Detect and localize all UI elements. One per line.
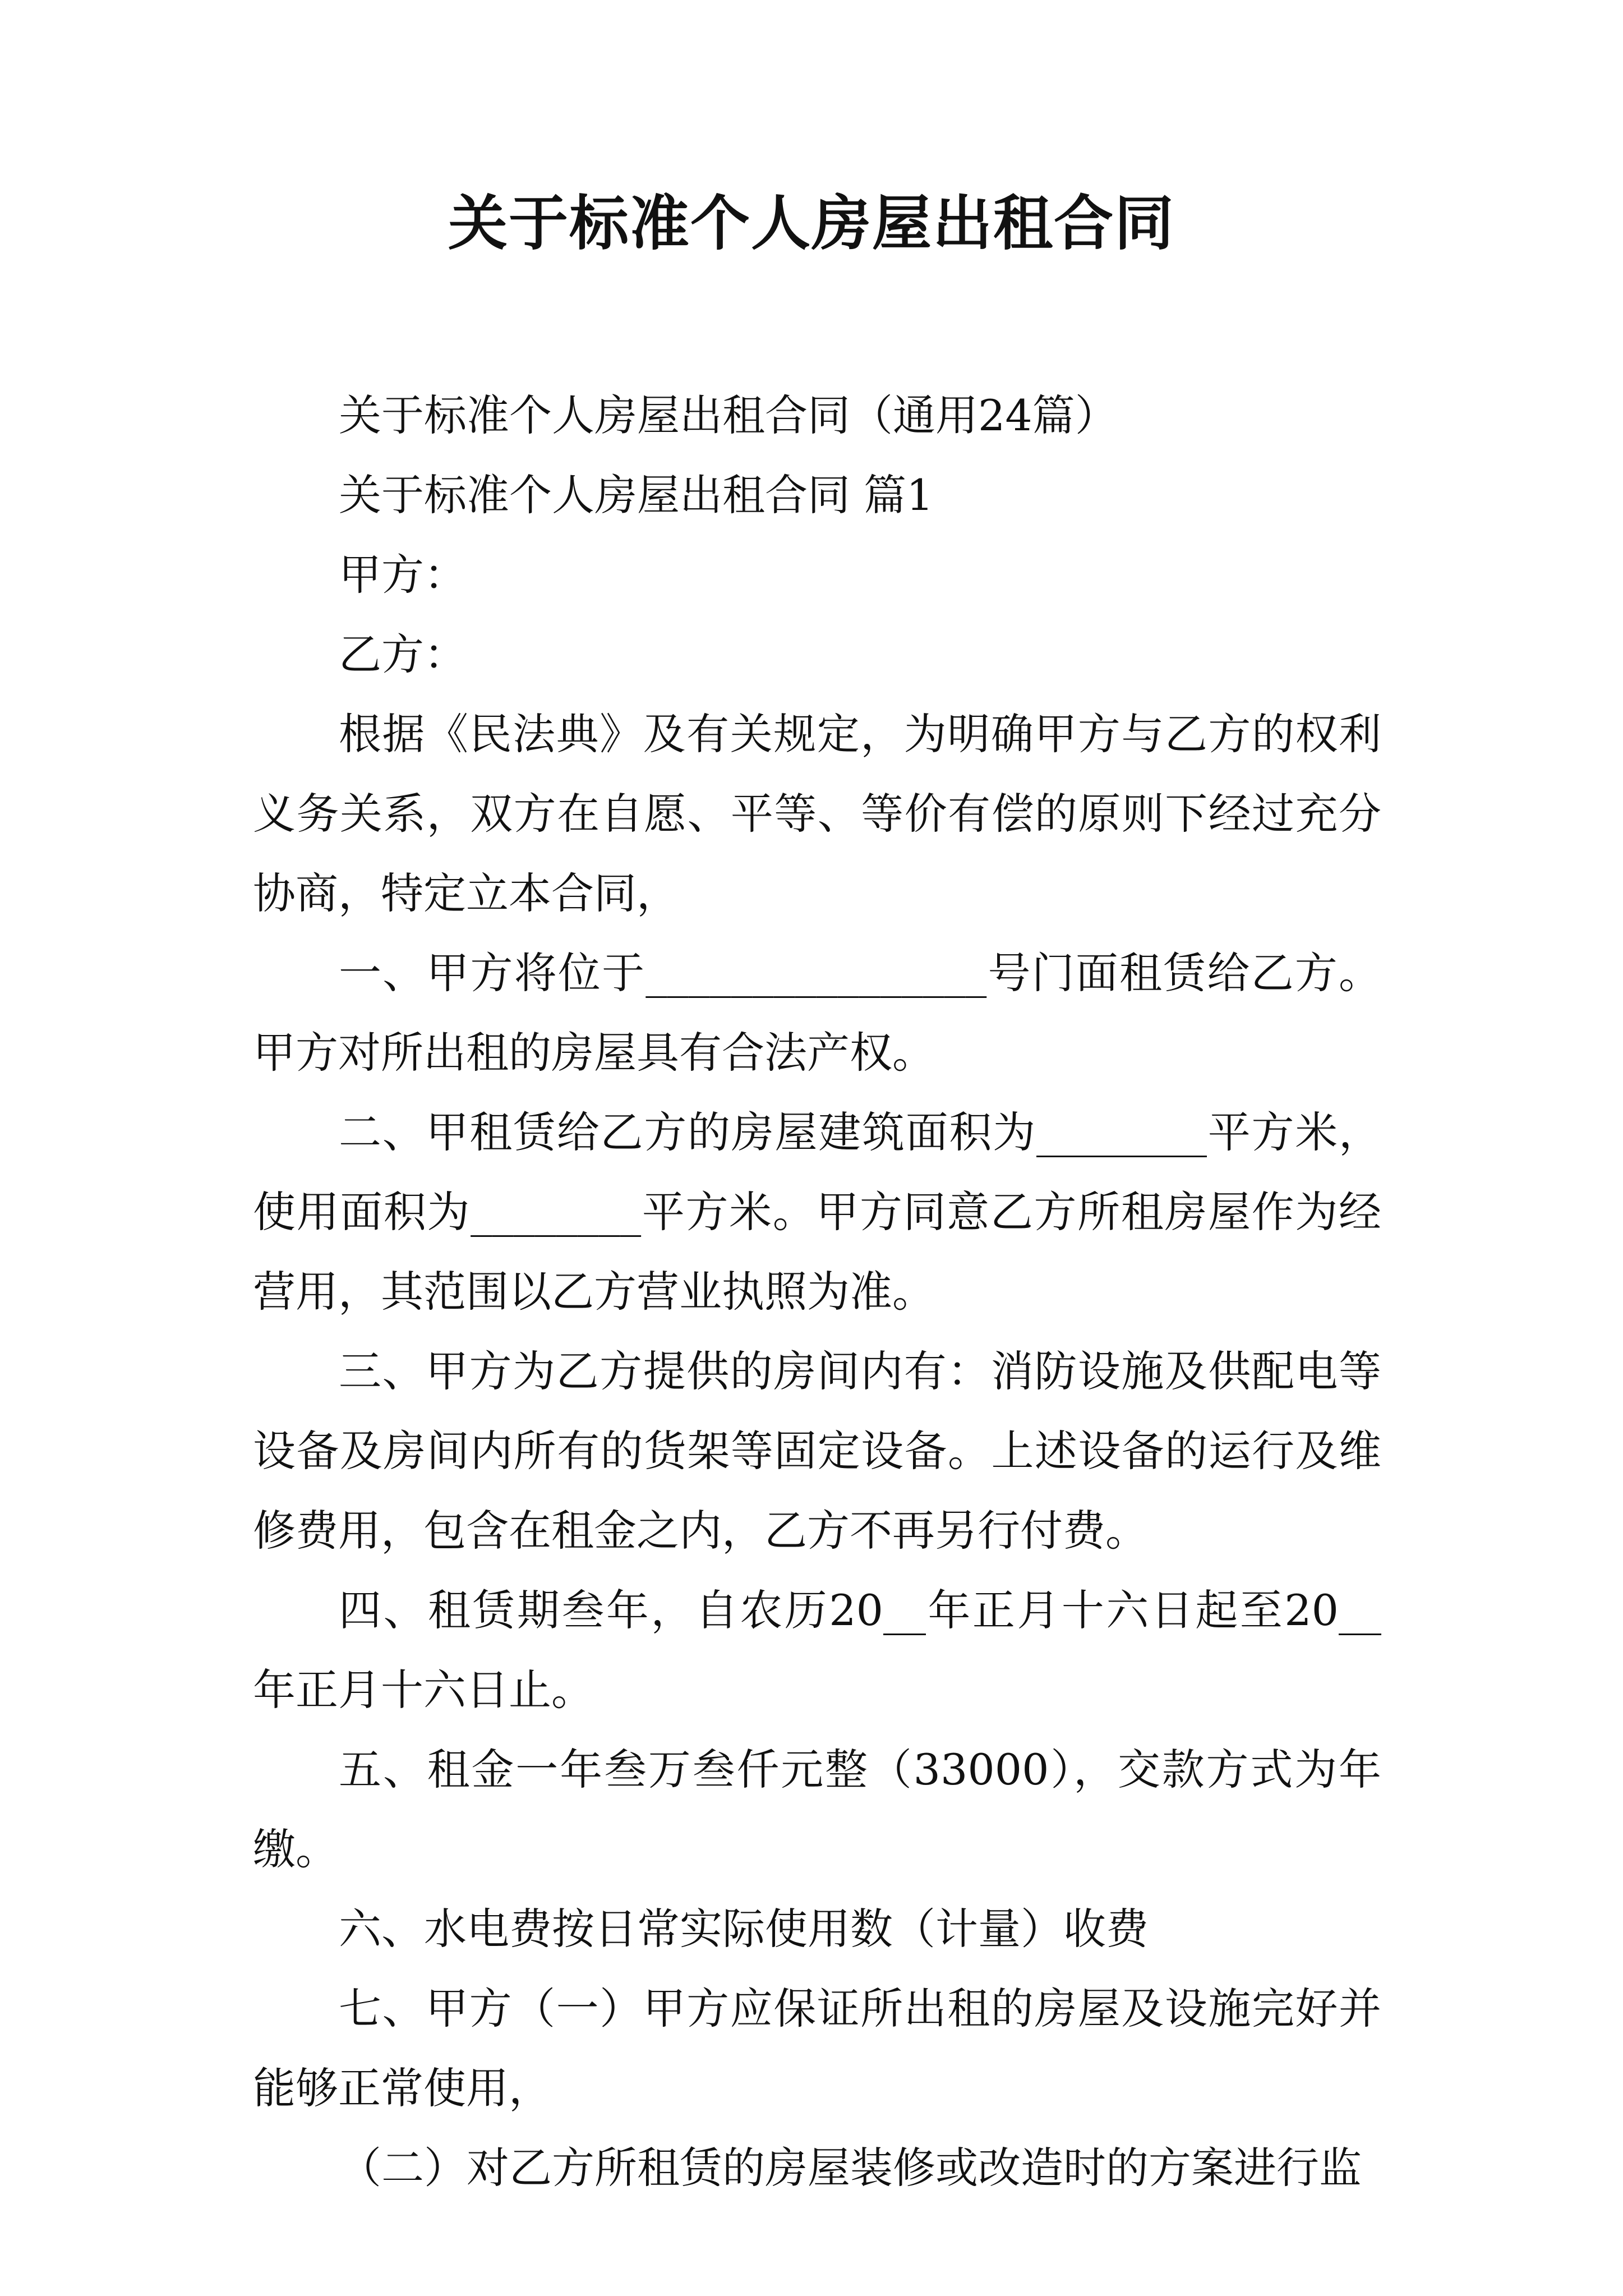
document-body xyxy=(253,376,1381,2208)
party-b-line: 乙方： xyxy=(339,629,467,679)
clause-4: 四、租赁期叁年，自农历20__年正月十六日起至20__年正月十六日止。 xyxy=(253,1585,1381,1715)
clause-7: 七、甲方（一）甲方应保证所出租的房屋及设施完好并能够正常使用， xyxy=(253,1984,1381,2113)
contract-heading: 关于标准个人房屋出租合同（通用24篇） xyxy=(339,390,1118,440)
party-a-line: 甲方： xyxy=(339,550,467,600)
clause-6: 六、水电费按日常实际使用数（计量）收费 xyxy=(339,1904,1149,1954)
clause-7-item-2: （二）对乙方所租赁的房屋装修或改造时的方案进行监 xyxy=(339,2143,1362,2193)
preamble-paragraph: 根据《民法典》及有关规定，为明确甲方与乙方的权利义务关系，双方在自愿、平等、等价有偿的原则下经过充分协商，特定立本合同， xyxy=(253,709,1381,918)
document-title: 关于标准个人房屋出租合同 xyxy=(448,188,1175,258)
clause-5: 五、租金一年叁万叁仟元整（33000），交款方式为年缴。 xyxy=(253,1745,1381,1874)
clause-1: 一、甲方将位于________________号门面租赁给乙方。甲方对所出租的房屋具有合法产权。 xyxy=(253,948,1381,1078)
clause-3: 三、甲方为乙方提供的房间内有：消防设施及供配电等设备及房间内所有的货架等固定设备。上述设备的运行及维修费用，包含在租金之内，乙方不再另行付费。 xyxy=(253,1346,1381,1556)
contract-part-heading: 关于标准个人房屋出租合同 篇1 xyxy=(339,470,934,520)
clause-2: 二、甲租赁给乙方的房屋建筑面积为________平方米，使用面积为________平方米。甲方同意乙方所租房屋作为经营用，其范围以乙方营业执照为准。 xyxy=(253,1107,1381,1317)
